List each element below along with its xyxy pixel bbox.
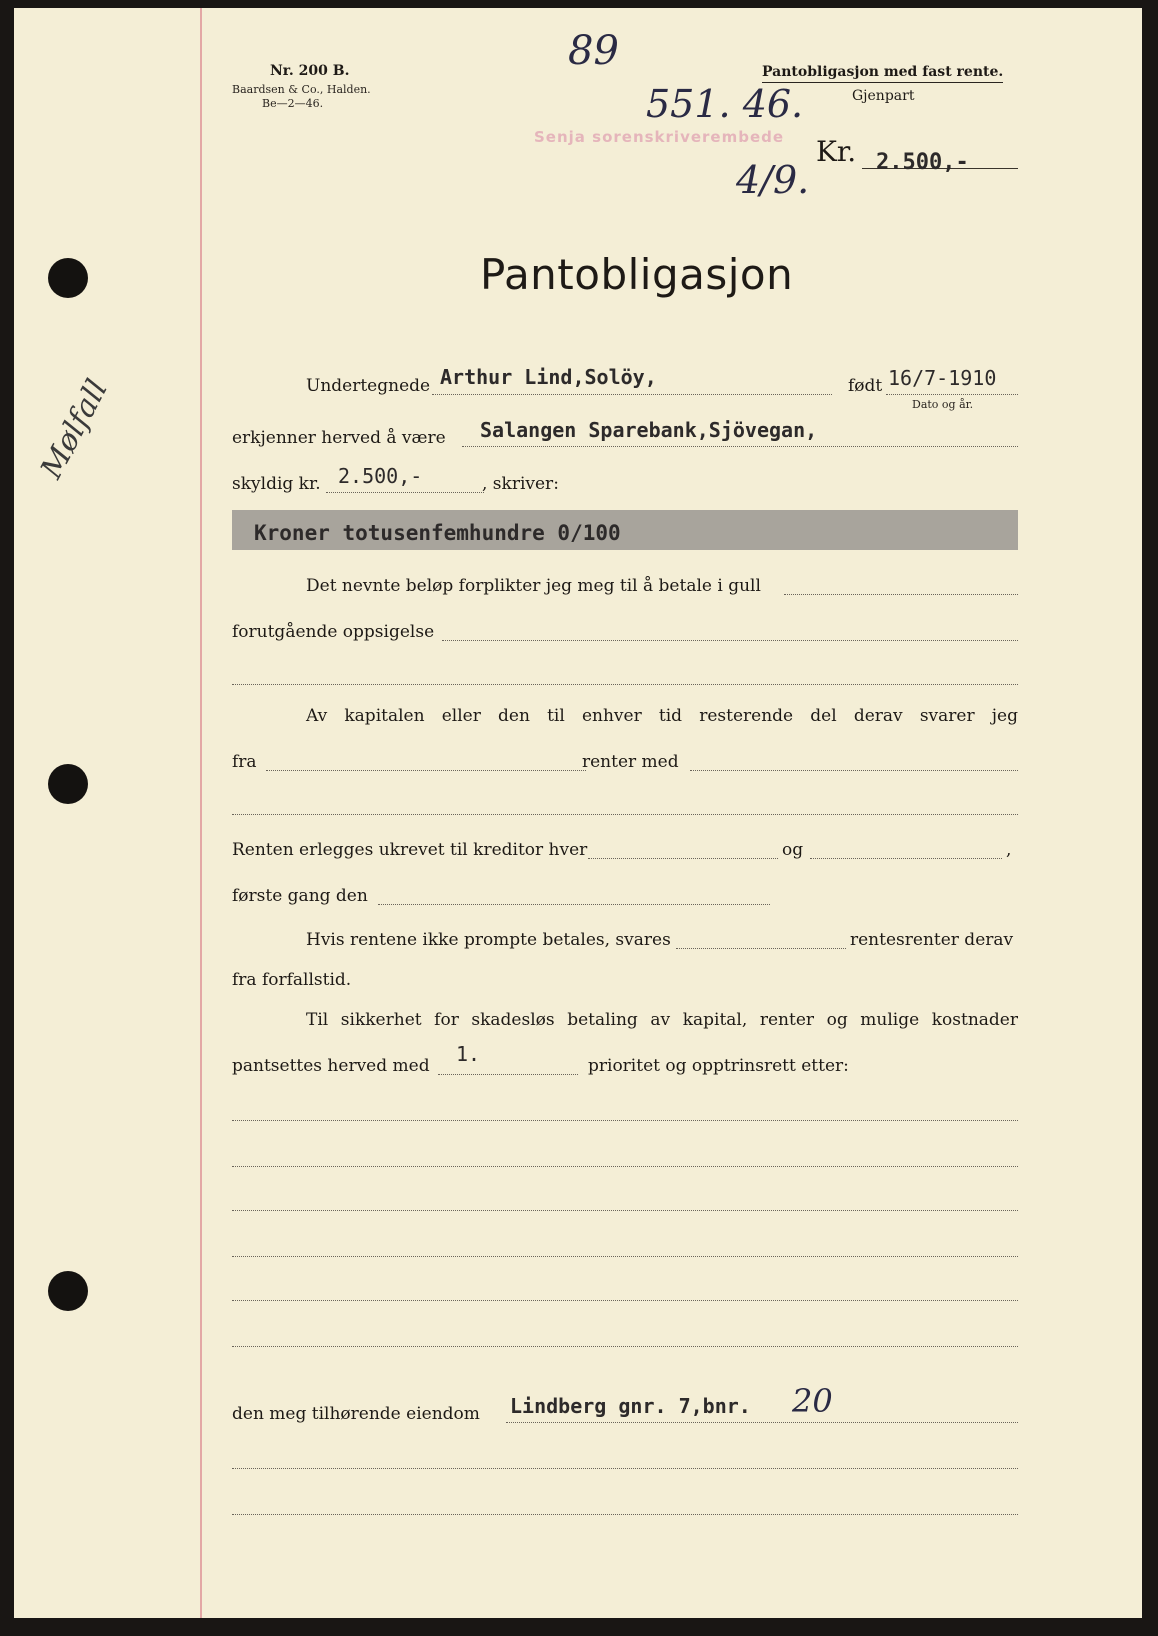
kapital-text: Av kapitalen eller den til enhver tid resterende del derav svarer jeg [306, 706, 1018, 726]
betale-line [784, 594, 1018, 595]
amount-header-label: Kr. [816, 135, 857, 168]
dato-og-ar-label: Dato og år. [912, 398, 974, 411]
form-print-code: Be—2—46. [262, 97, 324, 110]
form-publisher: Baardsen & Co., Halden. [232, 83, 371, 96]
skriver-label: , skriver: [482, 474, 559, 494]
red-margin-line [200, 8, 202, 1618]
blank-line-1 [232, 684, 1018, 685]
erkjenner-label: erkjenner herved å være [232, 428, 446, 448]
renter-med-label: renter med [582, 752, 679, 772]
creditor-name: Salangen Sparebank,Sjövegan, [480, 418, 818, 442]
blank-line-7 [232, 1300, 1018, 1301]
fodt-label: født [848, 376, 883, 396]
amount-in-words: Kroner totusenfemhundre 0/100 [254, 521, 621, 545]
eiendom-label: den meg tilhørende eiendom [232, 1404, 480, 1424]
margin-signature: Mølfall [34, 373, 115, 485]
rentesrenter-line [676, 948, 846, 949]
property-bnr-handwritten: 20 [792, 1382, 833, 1420]
hvis-text: Hvis rentene ikke prompte betales, svares [306, 930, 671, 950]
priority-value: 1. [456, 1042, 481, 1066]
handwritten-date: 4/9. [736, 158, 810, 202]
betale-text: Det nevnte beløp forplikter jeg meg til å betale i gull [306, 576, 761, 596]
rentesrenter-label: rentesrenter derav [850, 930, 1014, 950]
debtor-name-line [432, 394, 832, 395]
property-description: Lindberg gnr. 7,bnr. [510, 1394, 751, 1418]
blank-line-2 [232, 814, 1018, 815]
fra-line [266, 770, 586, 771]
og-label: og [782, 840, 804, 860]
birth-date: 16/7-1910 [888, 366, 997, 390]
amount-header-value: 2.500,- [876, 150, 969, 175]
oppsigelse-label: forutgående oppsigelse [232, 622, 435, 642]
renten-line-2 [810, 858, 1002, 859]
punch-hole-middle [48, 764, 88, 804]
document-page [14, 8, 1142, 1618]
fra-label: fra [232, 752, 257, 772]
blank-line-4 [232, 1166, 1018, 1167]
sikkerhet-text: Til sikkerhet for skadesløs betaling av kapital, renter og mulige kostnader [306, 1010, 1018, 1030]
punch-hole-top [48, 258, 88, 298]
forfallstid-label: fra forfallstid. [232, 970, 352, 990]
document-title: Pantobligasjon [480, 250, 794, 299]
oppsigelse-line [442, 640, 1018, 641]
priority-line [438, 1074, 578, 1075]
renten-line-1 [588, 858, 778, 859]
forste-gang-label: første gang den [232, 886, 368, 906]
blank-line-6 [232, 1256, 1018, 1257]
creditor-line [462, 446, 1018, 447]
skyldig-amount-line [326, 492, 484, 493]
eiendom-line [506, 1422, 1018, 1423]
handwritten-page-number: 89 [568, 28, 619, 74]
copy-label: Gjenpart [852, 88, 915, 104]
forste-gang-line [378, 904, 770, 905]
form-number: Nr. 200 B. [270, 63, 350, 79]
debtor-name: Arthur Lind,Solöy, [440, 365, 657, 389]
undertegnede-label: Undertegnede [306, 376, 431, 396]
blank-line-5 [232, 1210, 1018, 1211]
form-type-heading: Pantobligasjon med fast rente. [762, 64, 1003, 83]
renten-label: Renten erlegges ukrevet til kreditor hver [232, 840, 588, 860]
skyldig-amount: 2.500,- [338, 464, 423, 488]
pantsettes-label: pantsettes herved med [232, 1056, 430, 1076]
handwritten-registration-number: 551. 46. [646, 82, 804, 126]
blank-line-9 [232, 1468, 1018, 1469]
punch-hole-bottom [48, 1271, 88, 1311]
prioritet-label: prioritet og opptrinsrett etter: [588, 1056, 849, 1076]
blank-line-3 [232, 1120, 1018, 1121]
renten-comma: , [1006, 840, 1012, 860]
blank-line-8 [232, 1346, 1018, 1347]
birth-date-line [886, 394, 1018, 395]
office-stamp: Senja sorenskriverembede [534, 128, 785, 146]
blank-line-10 [232, 1514, 1018, 1515]
renter-med-line [690, 770, 1018, 771]
skyldig-label: skyldig kr. [232, 474, 321, 494]
